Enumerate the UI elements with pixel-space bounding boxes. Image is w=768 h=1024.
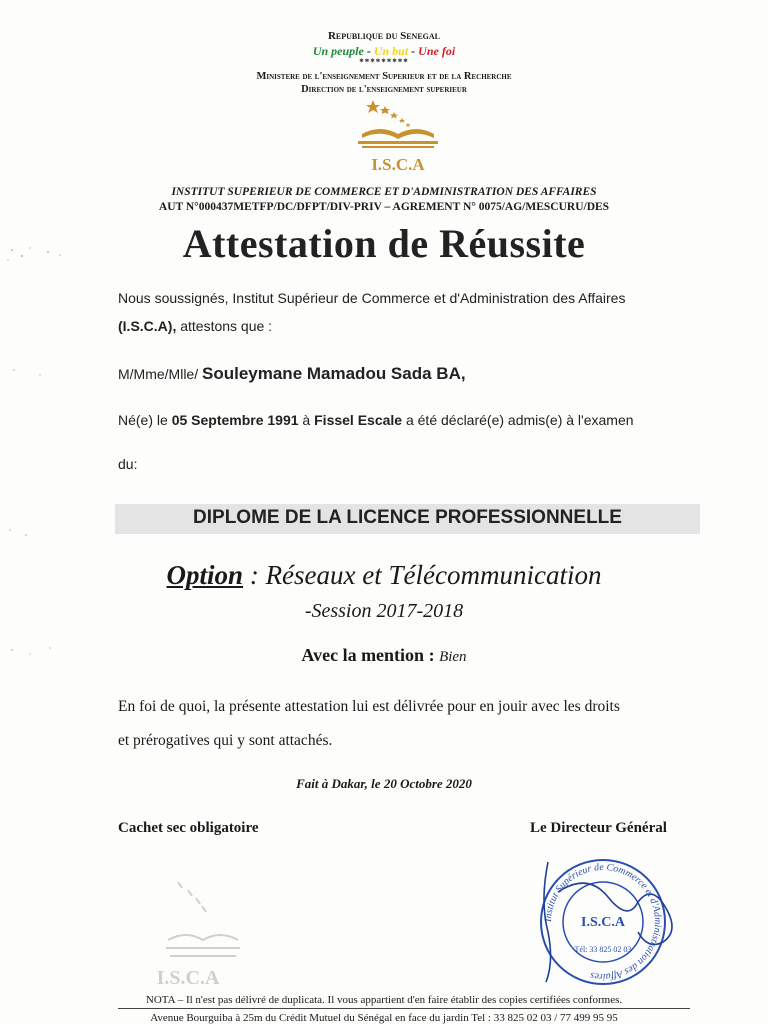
nota-line: NOTA – Il n'est pas délivré de duplicata. Il vous appartient d'en faire établir des copies certifiées conformes. [145,994,623,1006]
birth-prefix: Né(e) le [118,412,172,428]
logo-text: I.S.C.A [371,155,425,174]
intro-attestons: attestons que : [176,318,273,334]
ministry-line: Ministere de l'enseignement Superieur et de la Recherche [256,71,512,82]
official-stamp [518,852,688,992]
isca-acronym: (I.S.C.A), [118,318,177,334]
document-title: Attestation de Réussite [182,221,586,266]
motto-part-3: Une foi [418,44,456,58]
option-value: Réseaux et Télécommunication [265,560,602,590]
direction-line: Direction de l'enseignement superieur [301,84,467,95]
motto-sep-2: - [408,44,419,58]
cachet-label: Cachet sec obligatoire [118,820,259,836]
intro-line-2 [118,318,272,334]
salutation: M/Mme/Mlle/ [118,366,202,382]
birth-suffix: a été déclaré(e) admis(e) à l'examen [402,412,634,428]
intro-line-1: Nous soussignés, Institut Supérieur de Commerce et d'Administration des Affaires [118,290,626,306]
option-label: Option [166,560,244,590]
birth-mid: à [298,412,315,428]
motto-part-2: Un but [373,44,409,58]
isca-logo [348,96,448,182]
closing-line-1: En foi de quoi, la présente attestation lui est délivrée pour en jouir avec les droits [118,698,620,715]
footer-divider [118,1008,690,1009]
address-line: Avenue Bourguiba à 25m du Crédit Mutuel du Sénégal en face du jardin Tel : 33 825 02 03 / 77 499 95 95 [150,1012,618,1024]
recipient-name: Souleymane Mamadou Sada BA, [202,364,466,383]
motto-sep-1: - [363,44,374,58]
diploma-name: DIPLOME DE LA LICENCE PROFESSIONNELLE [193,507,622,528]
institute-name: INSTITUT SUPERIEUR DE COMMERCE ET D'ADMINISTRATION DES AFFAIRES [171,186,597,198]
mention-value: Bien [439,649,467,665]
stamp-ring-text: Institut Supérieur de Commerce et d'Administration des Affaires [542,861,664,983]
dry-seal-text: I.S.C.A [156,967,220,989]
stars-divider: ********* [359,57,409,67]
recipient-line [118,364,466,384]
dry-seal-icon [148,872,258,992]
republique-header: Republique du Senegal [327,30,441,42]
birth-date: 05 Septembre 1991 [171,412,299,428]
option-line [0,560,768,591]
stamp-phone: Tél: 33 825 02 03 [574,945,632,954]
motto-part-1: Un peuple [312,44,364,58]
session-line: -Session 2017-2018 [304,600,464,622]
mention-label: Avec la mention : [301,645,440,665]
stamp-center-text: I.S.C.A [581,915,625,930]
birth-place: Fissel Escale [314,412,403,428]
closing-line-2: et prérogatives qui y sont attachés. [118,732,333,749]
mention-line [0,645,768,666]
du-label: du: [118,456,138,472]
birth-line [118,412,634,428]
director-label: Le Directeur Général [530,820,667,836]
option-sep: : [243,560,266,590]
place-date: Fait à Dakar, le 20 Octobre 2020 [296,776,472,791]
agrement-number: AUT N°000437METFP/DC/DFPT/DIV-PRIV – AGREMENT N° 0075/AG/MESCURU/DES [158,201,610,213]
